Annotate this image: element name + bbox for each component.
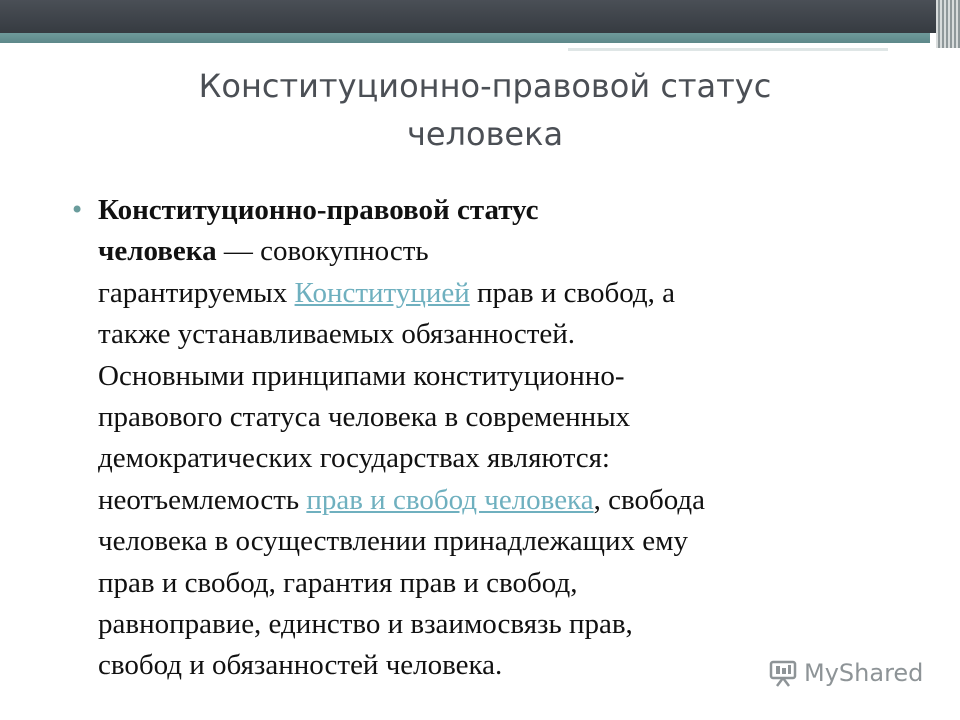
slide-body bbox=[70, 190, 920, 687]
text-segment-2: прав и свобод, а также устанавливаемых обязанностей. Основными принципами конституционно- правового статуса человека в современных демократических государствах являются: неотъемлемость bbox=[98, 276, 676, 516]
watermark-text: MyShared bbox=[804, 659, 924, 687]
decorative-stripes bbox=[936, 0, 960, 48]
human-rights-link[interactable]: прав и свобод человека bbox=[306, 483, 594, 516]
slide-title-line1: Конституционно-правовой статус bbox=[198, 67, 772, 105]
myshared-logo-icon bbox=[768, 658, 798, 688]
bullet-marker: • bbox=[70, 196, 85, 224]
slide-title bbox=[100, 62, 870, 158]
decorative-line bbox=[568, 48, 888, 51]
text-segment-1: — совокупность гарантируемых bbox=[98, 235, 429, 309]
bullet-paragraph bbox=[98, 190, 920, 687]
text-segment-3: , свобода человека в осуществлении принадлежащих ему прав и свобод, гарантия прав и свобод, равноправие, единство и взаимосвязь прав, свобод и обязанностей человека. bbox=[98, 483, 706, 682]
constitution-link[interactable]: Конституцией bbox=[294, 276, 470, 309]
slide-title-line2: человека bbox=[406, 115, 564, 153]
definition-term: Конституционно-правовой статус человека bbox=[98, 194, 539, 268]
myshared-watermark bbox=[768, 655, 923, 691]
teal-accent-band bbox=[0, 33, 930, 43]
top-bar bbox=[0, 0, 960, 33]
